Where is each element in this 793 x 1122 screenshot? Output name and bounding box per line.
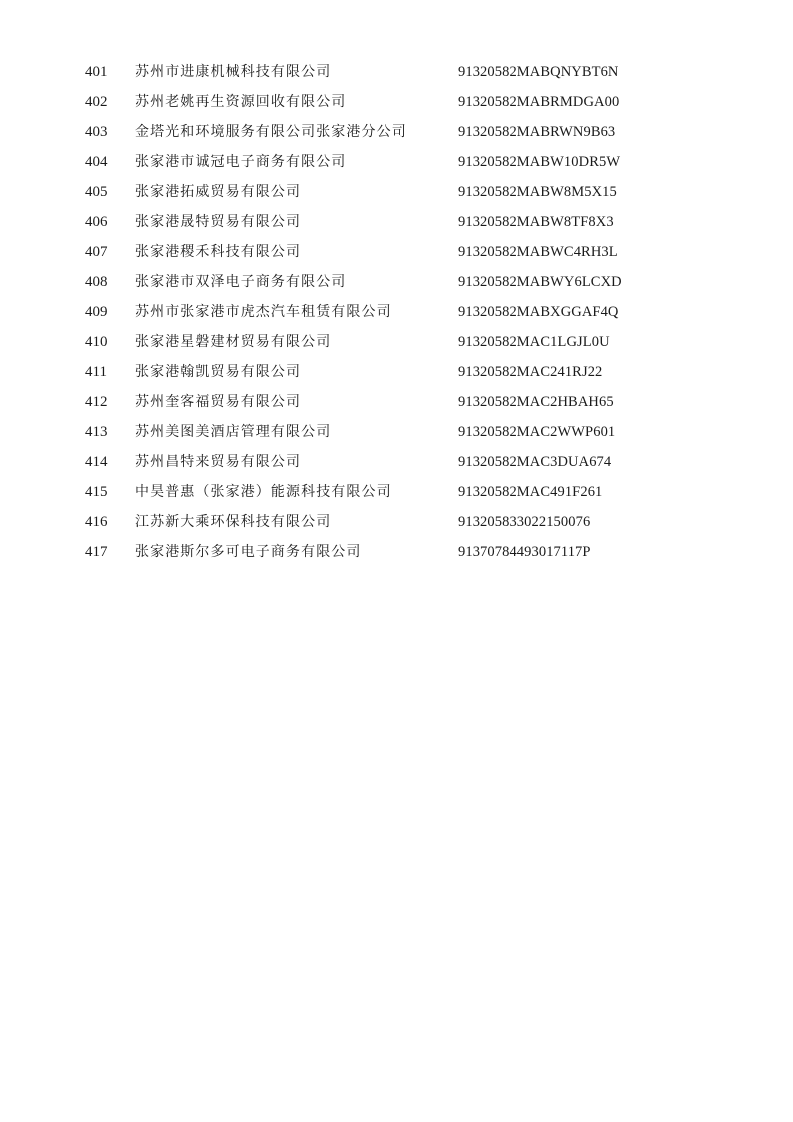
company-name: 苏州市张家港市虎杰汽车租赁有限公司 — [135, 304, 392, 320]
row-number: 410 — [85, 334, 108, 350]
list-item — [0, 357, 793, 387]
company-name: 金塔光和环境服务有限公司张家港分公司 — [135, 124, 407, 140]
credit-code: 91320582MABQNYBT6N — [458, 64, 619, 80]
row-number: 411 — [85, 364, 107, 380]
credit-code: 91320582MABW8TF8X3 — [458, 214, 614, 230]
list-item — [0, 147, 793, 177]
row-number: 405 — [85, 184, 108, 200]
credit-code: 913205833022150076 — [458, 514, 591, 530]
company-name: 苏州奎客福贸易有限公司 — [135, 394, 302, 410]
company-name: 苏州老姚再生资源回收有限公司 — [135, 94, 347, 110]
credit-code: 91320582MAC2HBAH65 — [458, 394, 614, 410]
company-name: 张家港市双泽电子商务有限公司 — [135, 274, 347, 290]
row-number: 413 — [85, 424, 108, 440]
company-name: 张家港晟特贸易有限公司 — [135, 214, 302, 230]
credit-code: 91320582MAC241RJ22 — [458, 364, 603, 380]
credit-code: 91320582MABXGGAF4Q — [458, 304, 619, 320]
list-item — [0, 477, 793, 507]
list-item — [0, 177, 793, 207]
row-number: 404 — [85, 154, 108, 170]
company-name: 张家港市诚冠电子商务有限公司 — [135, 154, 347, 170]
list-item — [0, 297, 793, 327]
credit-code: 91320582MABWC4RH3L — [458, 244, 618, 260]
credit-code: 91320582MABWY6LCXD — [458, 274, 622, 290]
list-item — [0, 267, 793, 297]
company-name: 张家港斯尔多可电子商务有限公司 — [135, 544, 362, 560]
company-name: 张家港翰凯贸易有限公司 — [135, 364, 302, 380]
company-name: 张家港星磐建材贸易有限公司 — [135, 334, 332, 350]
row-number: 415 — [85, 484, 108, 500]
list-item — [0, 87, 793, 117]
credit-code: 91320582MABW8M5X15 — [458, 184, 617, 200]
list-item — [0, 57, 793, 87]
credit-code: 91320582MABRWN9B63 — [458, 124, 616, 140]
row-number: 408 — [85, 274, 108, 290]
list-item — [0, 237, 793, 267]
list-item — [0, 117, 793, 147]
row-number: 412 — [85, 394, 108, 410]
company-name: 苏州昌特来贸易有限公司 — [135, 454, 302, 470]
row-number: 416 — [85, 514, 108, 530]
list-item — [0, 537, 793, 567]
company-name: 江苏新大乘环保科技有限公司 — [135, 514, 332, 530]
credit-code: 91370784493017117P — [458, 544, 591, 560]
list-item — [0, 447, 793, 477]
credit-code: 91320582MABW10DR5W — [458, 154, 621, 170]
company-name: 中昊普惠（张家港）能源科技有限公司 — [135, 484, 392, 500]
credit-code: 91320582MABRMDGA00 — [458, 94, 620, 110]
company-name: 苏州美图美酒店管理有限公司 — [135, 424, 332, 440]
credit-code: 91320582MAC2WWP601 — [458, 424, 616, 440]
company-list — [0, 57, 793, 567]
company-name: 张家港稷禾科技有限公司 — [135, 244, 302, 260]
credit-code: 91320582MAC3DUA674 — [458, 454, 612, 470]
credit-code: 91320582MAC491F261 — [458, 484, 603, 500]
list-item — [0, 327, 793, 357]
company-name: 张家港拓威贸易有限公司 — [135, 184, 302, 200]
row-number: 406 — [85, 214, 108, 230]
row-number: 403 — [85, 124, 108, 140]
row-number: 409 — [85, 304, 108, 320]
row-number: 414 — [85, 454, 108, 470]
company-name: 苏州市进康机械科技有限公司 — [135, 64, 332, 80]
list-item — [0, 507, 793, 537]
row-number: 417 — [85, 544, 108, 560]
row-number: 402 — [85, 94, 108, 110]
list-item — [0, 387, 793, 417]
row-number: 401 — [85, 64, 108, 80]
list-item — [0, 417, 793, 447]
credit-code: 91320582MAC1LGJL0U — [458, 334, 610, 350]
row-number: 407 — [85, 244, 108, 260]
list-item — [0, 207, 793, 237]
